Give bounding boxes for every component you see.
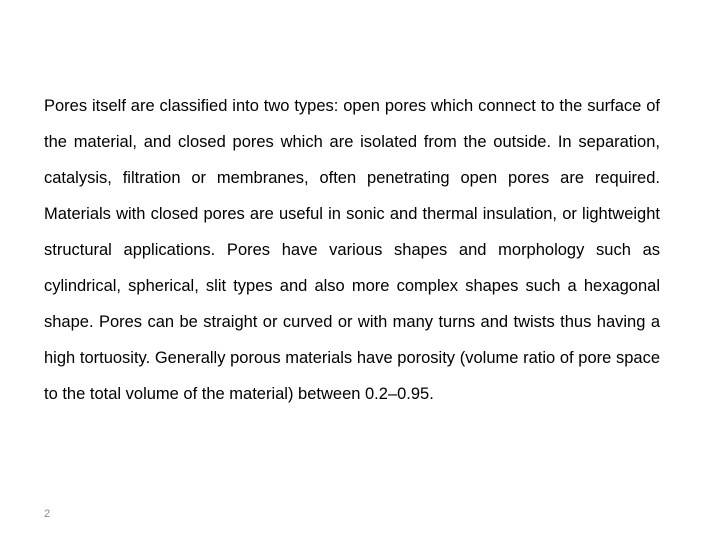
body-paragraph: Pores itself are classified into two types: open pores which connect to the surface of the material, and closed pores which are isolated from the outside. In separation, catalysis, filtration or membranes, often penetrating open pores are required. Materials with closed pores are useful in sonic and thermal insulation, or lightweight structural applications. Pores have various shapes and morphology such as cylindrical, spherical, slit types and also more complex shapes such a hexagonal shape. Pores can be straight or curved or with many turns and twists thus having a high tortuosity. Generally porous materials have porosity (volume ratio of pore space to the total volume of the material) between 0.2–0.95. [44,97,660,403]
page-number: 2 [44,508,51,520]
